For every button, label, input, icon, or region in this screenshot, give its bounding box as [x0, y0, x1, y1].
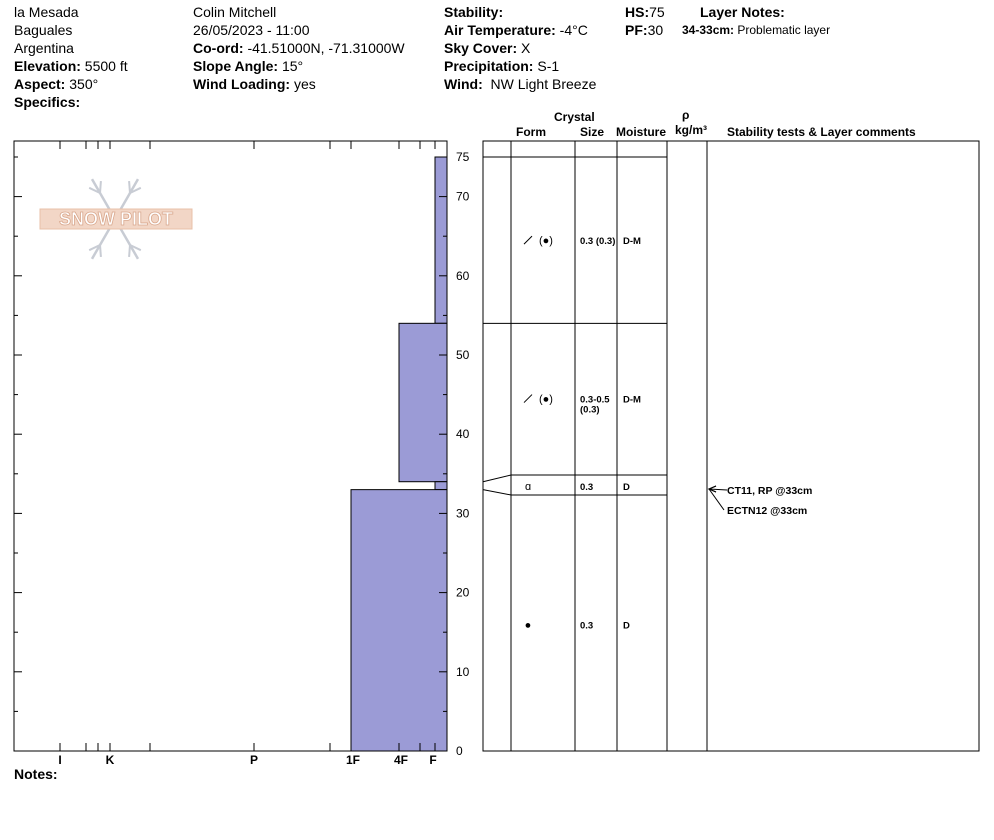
aspect-value: 350° — [69, 76, 99, 92]
form-header: Form — [516, 125, 546, 139]
moisture: D-M — [623, 236, 641, 248]
region: Baguales — [14, 22, 73, 38]
depth-tick-label: 40 — [456, 427, 470, 442]
faceted-crystal-symbol — [524, 236, 532, 244]
hardness-tick-label: P — [249, 753, 259, 767]
crystal-size-sub: (0.3) — [580, 404, 600, 416]
layer-table-frame — [483, 141, 979, 751]
crystal-form: (●) — [539, 393, 553, 406]
hardness-bar — [351, 490, 447, 751]
crystal-form: ● — [524, 619, 532, 632]
slope-label: Slope Angle: — [193, 58, 279, 74]
layer-note-text: Problematic layer — [737, 23, 831, 37]
wind-loading-value: yes — [293, 76, 316, 92]
snowpilot-logo — [40, 179, 192, 259]
slope-value: 15° — [281, 58, 304, 74]
moisture: D — [623, 482, 630, 493]
hs-value: 75 — [649, 4, 665, 20]
coord-value: -41.51000N, -71.31000W — [247, 40, 405, 56]
datetime: 26/05/2023 - 11:00 — [193, 22, 310, 38]
depth-tick-label: 70 — [456, 189, 470, 204]
hardness-bars — [351, 157, 447, 751]
snowflake-branch — [129, 245, 130, 257]
snowflake-branch — [100, 245, 101, 257]
precip-label: Precipitation: — [444, 58, 534, 74]
depth-tick-label: 20 — [456, 585, 470, 600]
depth-tick-label: 0 — [456, 744, 463, 758]
hardness-tick-label: 1F — [345, 753, 361, 767]
wind-label: Wind: — [444, 76, 483, 92]
elevation-value: 5500 ft — [84, 58, 128, 74]
air-temp-value: -4°C — [559, 22, 588, 38]
wind-value: NW Light Breeze — [490, 76, 597, 92]
crystal-size: 0.3-0.5 — [580, 394, 610, 406]
air-temp-label: Air Temperature: — [444, 22, 556, 38]
moisture: D — [623, 620, 630, 632]
elevation-label: Elevation: — [14, 58, 81, 74]
coord-label: Co-ord: — [193, 40, 244, 56]
depth-tick-label: 60 — [456, 268, 470, 283]
pf-label: PF: — [625, 22, 648, 38]
hardness-bar — [399, 323, 447, 481]
hardness-tick-label: F — [429, 753, 437, 767]
crystal-size: 0.3 (0.3) — [580, 236, 616, 248]
stability-test-label: ECTN12 @33cm — [727, 505, 808, 517]
hs-label: HS: — [625, 4, 650, 20]
layer-note-depth: 34-33cm: — [682, 23, 735, 37]
size-header: Size — [580, 125, 605, 139]
sky-label: Sky Cover: — [444, 40, 518, 56]
moisture: D-M — [623, 394, 641, 406]
layer-connector — [483, 490, 511, 495]
stability-label: Stability: — [444, 4, 504, 20]
precip-value: S-1 — [537, 58, 560, 74]
density-unit-header: kg/m³ — [675, 123, 708, 137]
aspect-label: Aspect: — [14, 76, 66, 92]
depth-tick-label: 75 — [456, 150, 470, 164]
country: Argentina — [14, 40, 74, 56]
depth-tick-label: 10 — [456, 664, 470, 679]
crystal-size: 0.3 — [580, 482, 594, 493]
moisture-header: Moisture — [616, 125, 667, 139]
observer: Colin Mitchell — [193, 4, 277, 20]
snowflake-branch — [129, 181, 130, 193]
hardness-bar — [435, 482, 447, 490]
layer-table — [483, 141, 979, 751]
hardness-tick-label: K — [105, 753, 115, 767]
hardness-tick-label: I — [58, 753, 62, 767]
hardness-bar — [435, 157, 447, 323]
crystal-form: (●) — [539, 235, 553, 248]
depth-tick-label: 50 — [456, 348, 470, 362]
location: la Mesada — [14, 4, 79, 20]
depth-tick-label: 30 — [456, 506, 470, 521]
faceted-crystal-symbol — [524, 395, 532, 403]
layer-notes-label: Layer Notes: — [700, 4, 785, 20]
crystal-size: 0.3 — [580, 620, 594, 632]
density-rho-header: ρ — [682, 108, 690, 122]
crystal-form: ɑ — [524, 481, 532, 493]
notes-label: Notes: — [14, 766, 58, 782]
hardness-tick-label: 4F — [393, 753, 409, 767]
sky-value: X — [521, 40, 531, 56]
wind-loading-label: Wind Loading: — [193, 76, 291, 92]
layer-connector — [483, 475, 511, 482]
specifics-label: Specifics: — [14, 94, 81, 110]
stability-comments-header: Stability tests & Layer comments — [727, 125, 916, 139]
stability-tests — [709, 485, 812, 517]
stability-test-pointer — [709, 489, 724, 510]
crystal-header: Crystal — [554, 110, 595, 124]
logo-text: SNOW PILOT — [59, 209, 173, 229]
stability-test-label: CT11, RP @33cm — [727, 485, 813, 497]
pf-value: 30 — [647, 22, 664, 38]
snowflake-branch — [100, 181, 101, 193]
